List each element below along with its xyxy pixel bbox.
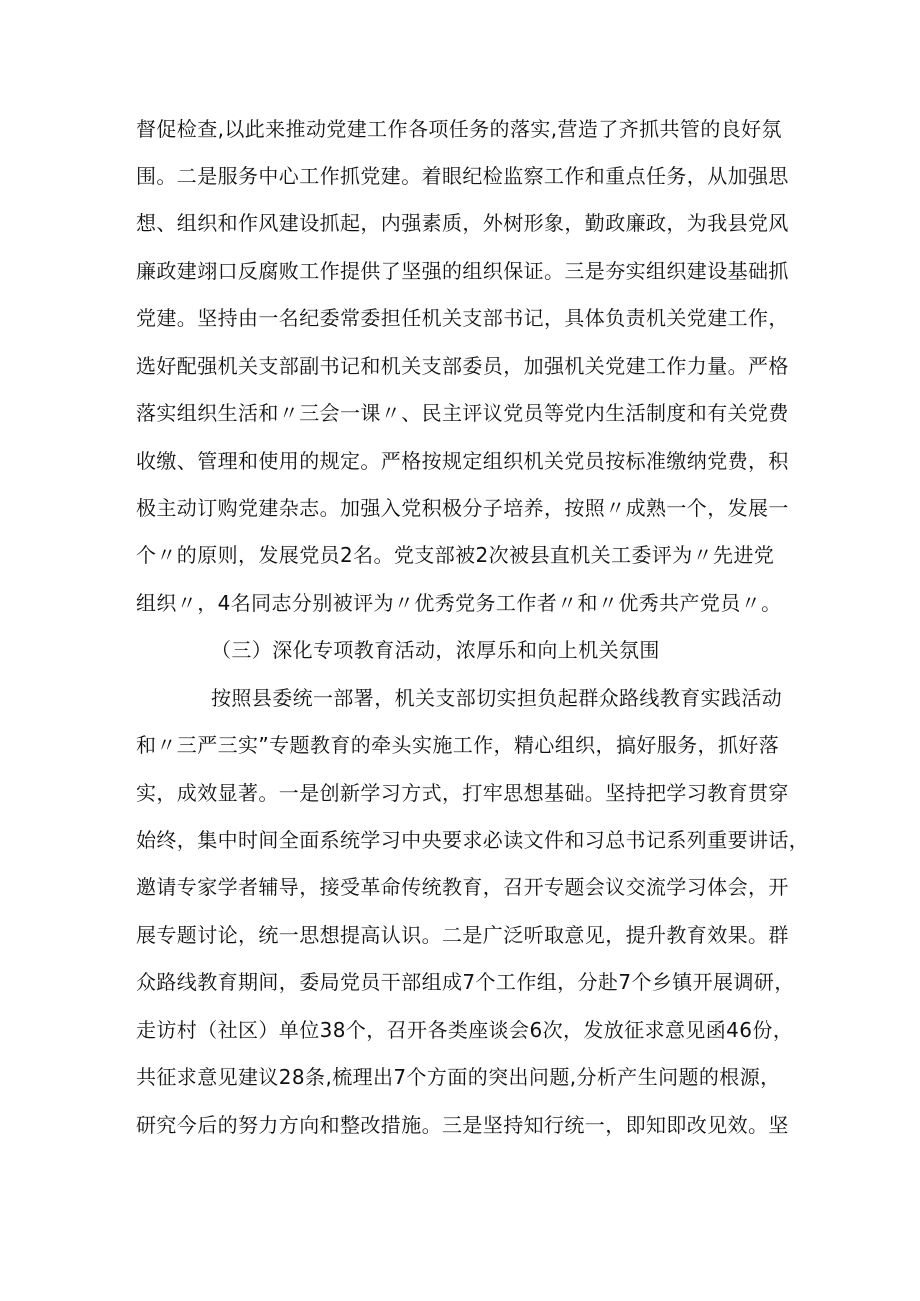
paragraph-2-line: 实，成效显著。一是创新学习方式，打牢思想基础。坚持把学习教育贯穿 (136, 781, 789, 805)
section-heading: （三）深化专项教育活动，浓厚乐和向上机关氛围 (211, 638, 660, 662)
paragraph-1-line: 落实组织生活和〃三会一课〃、民主评议党员等党内生活制度和有关党费 (136, 401, 789, 425)
paragraph-1-line: 廉政建翊口反腐败工作提供了坚强的组织保证。三是夯实组织建设基础抓 (136, 259, 789, 283)
paragraph-2-line: 邀请专家学者辅导，接受革命传统教育，召开专题会议交流学习体会，开 (136, 875, 789, 899)
paragraph-2-line: 展专题讨论，统一思想提高认识。二是广泛听取意见，提升教育效果。群 (136, 923, 789, 947)
paragraph-2-line: 和〃三严三实”专题教育的牵头实施工作，精心组织，搞好服务，抓好落 (136, 733, 780, 757)
paragraph-1-line: 围。二是服务中心工作抓党建。着眼纪检监察工作和重点任务，从加强思 (136, 164, 789, 188)
paragraph-1-line: 极主动订购党建杂志。加强入党积极分子培养，按照〃成熟一个，发展一 (136, 496, 789, 520)
paragraph-2-line: 按照县委统一部署，机关支部切实担负起群众路线教育实践活动 (211, 686, 783, 710)
paragraph-2-line: 研究今后的努力方向和整改措施。三是坚持知行统一，即知即改见效。坚 (136, 1113, 789, 1137)
paragraph-2-line: 共征求意见建议28条,梳理出7个方面的突出问题,分析产生问题的根源， (136, 1065, 781, 1089)
paragraph-1-line: 选好配强机关支部副书记和机关支部委员，加强机关党建工作力量。严格 (136, 354, 789, 378)
paragraph-1-line: 党建。坚持由一名纪委常委担任机关支部书记，具体负责机关党建工作， (136, 306, 789, 330)
paragraph-1-line: 收缴、管理和使用的规定。严格按规定组织机关党员按标准缴纳党费，积 (136, 449, 789, 473)
paragraph-1-line: 督促检查,以此来推动党建工作各项任务的落实,营造了齐抓共管的良好氛 (136, 117, 782, 141)
paragraph-1-line: 想、组织和作风建设抓起，内强素质，外树形象，勤政廉政，为我县党风 (136, 211, 789, 235)
paragraph-1-line: 组织〃，4名同志分别被评为〃优秀党务工作者〃和〃优秀共产党员〃。 (136, 591, 782, 615)
paragraph-2-line: 走访村（社区）单位38个，召开各类座谈会6次，发放征求意见函46份， (136, 1018, 794, 1042)
paragraph-1-line: 个〃的原则，发展党员2名。党支部被2次被县直机关工委评为〃先进党 (136, 543, 775, 567)
paragraph-2-line: 众路线教育期间，委局党员干部组成7个工作组，分赴7个乡镇开展调研， (136, 970, 795, 994)
paragraph-2-line: 始终，集中时间全面系统学习中央要求必读文件和习总书记系列重要讲话， (136, 828, 810, 852)
